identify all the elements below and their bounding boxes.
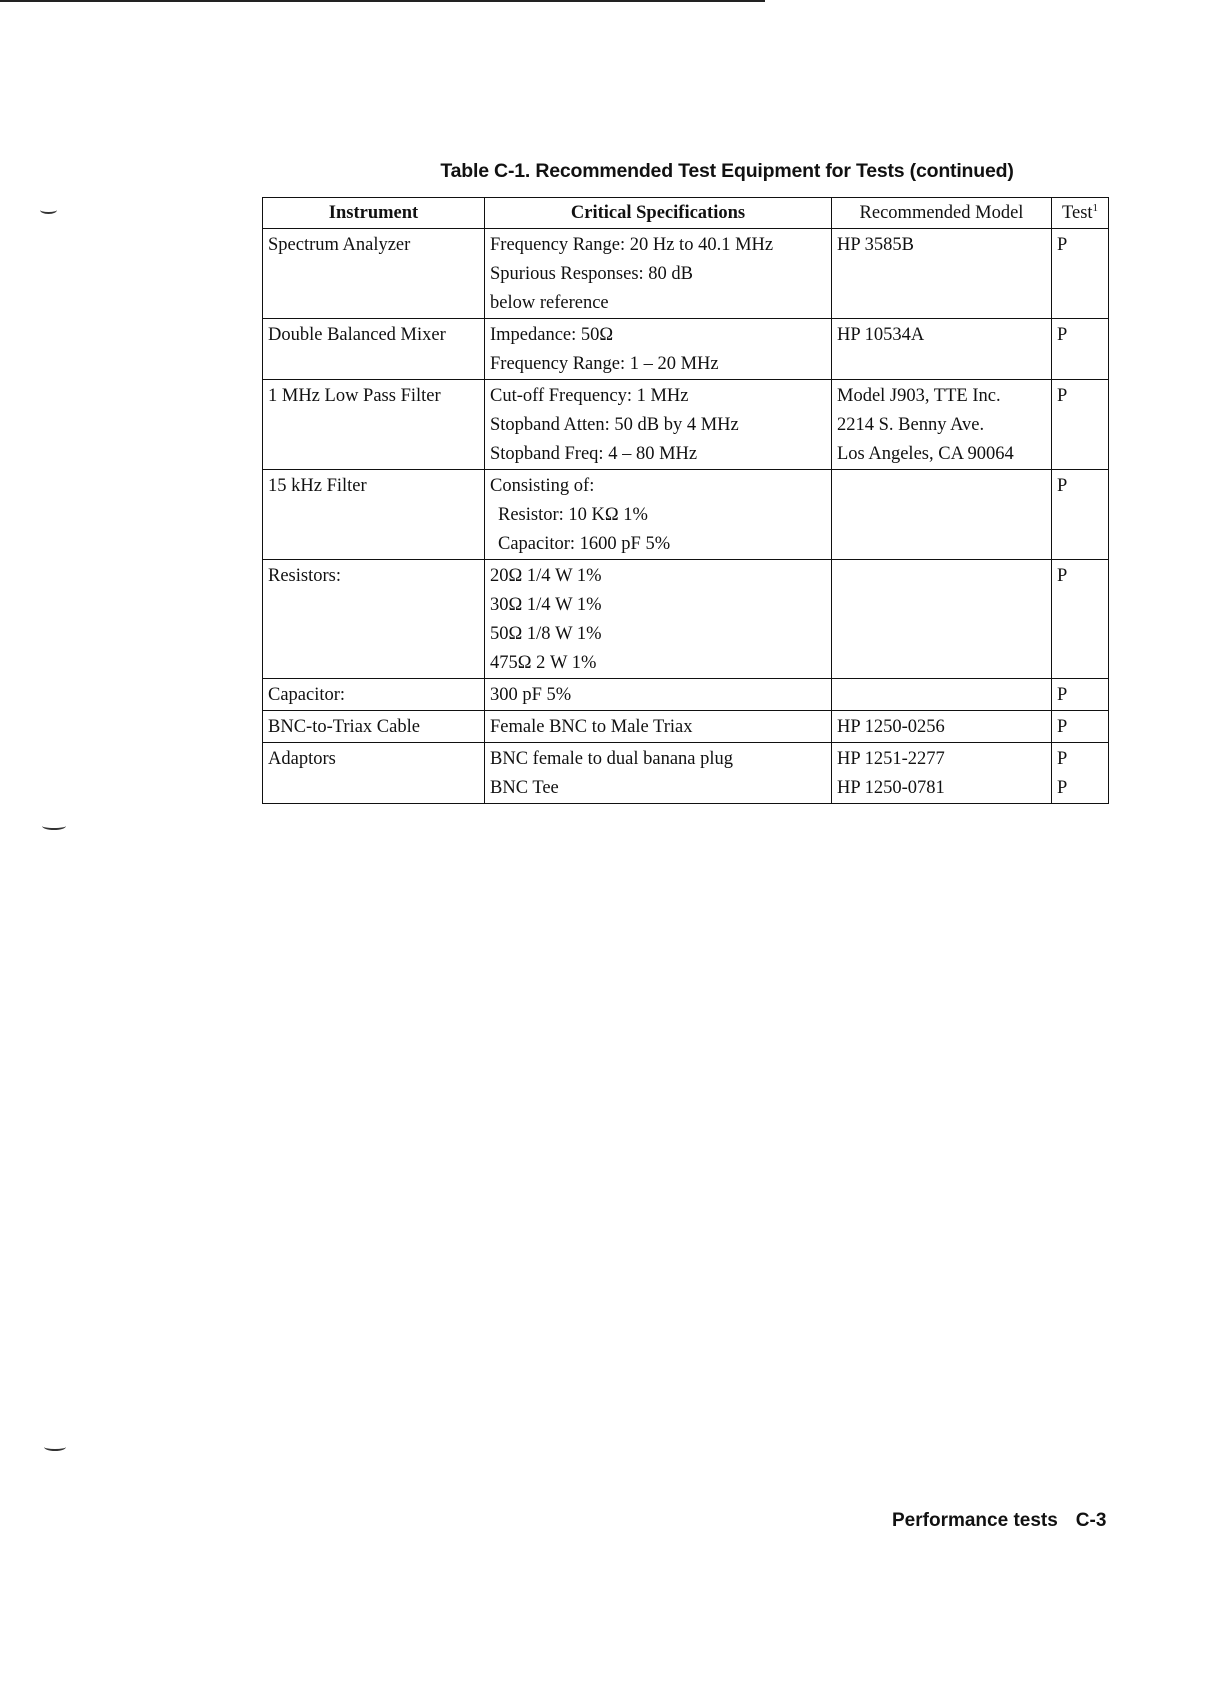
binding-mark-2 — [42, 822, 66, 830]
instrument-name: Spectrum Analyzer — [268, 235, 411, 255]
footer-section: Performance tests — [892, 1510, 1058, 1531]
model-line: HP 3585B — [837, 235, 914, 255]
test-cell — [1052, 229, 1109, 319]
model-line: HP 1250-0781 — [837, 778, 945, 798]
model-cell — [832, 229, 1052, 319]
instrument-name: 15 kHz Filter — [268, 476, 367, 496]
specification-line: Frequency Range: 20 Hz to 40.1 MHz — [490, 235, 774, 255]
table-title: Table C-1. Recommended Test Equipment for Tests (continued) — [440, 160, 1014, 182]
specification-line: 475Ω 2 W 1% — [490, 653, 597, 673]
model-cell — [832, 380, 1052, 470]
specification-line: Capacitor: 1600 pF 5% — [498, 534, 671, 554]
table-row — [263, 560, 1109, 679]
equipment-table — [262, 197, 1109, 804]
model-line: Los Angeles, CA 90064 — [837, 444, 1014, 464]
header-critical-specifications: Critical Specifications — [485, 198, 832, 229]
instrument-cell — [263, 711, 485, 743]
instrument-name: Resistors: — [268, 566, 341, 586]
specification-line: 30Ω 1/4 W 1% — [490, 595, 602, 615]
test-code: P — [1057, 325, 1068, 345]
specification-line: below reference — [490, 293, 609, 313]
model-cell — [832, 319, 1052, 380]
specifications-cell — [485, 560, 832, 679]
specifications-cell — [485, 319, 832, 380]
specification-line: Impedance: 50Ω — [490, 325, 614, 345]
specifications-cell — [485, 679, 832, 711]
specifications-cell — [485, 380, 832, 470]
specifications-cell — [485, 229, 832, 319]
model-cell — [832, 679, 1052, 711]
test-cell — [1052, 743, 1109, 804]
test-cell — [1052, 679, 1109, 711]
test-cell — [1052, 319, 1109, 380]
instrument-cell — [263, 380, 485, 470]
specification-line: Frequency Range: 1 – 20 MHz — [490, 354, 719, 374]
model-cell — [832, 560, 1052, 679]
header-instrument: Instrument — [263, 198, 485, 229]
test-code: P — [1057, 566, 1068, 586]
table-row — [263, 711, 1109, 743]
specification-line: 300 pF 5% — [490, 685, 572, 705]
test-code: P — [1057, 749, 1068, 769]
test-cell — [1052, 560, 1109, 679]
test-cell — [1052, 711, 1109, 743]
instrument-cell — [263, 229, 485, 319]
test-code: P — [1057, 386, 1068, 406]
specification-line: Stopband Atten: 50 dB by 4 MHz — [490, 415, 739, 435]
instrument-cell — [263, 743, 485, 804]
binding-mark-3 — [44, 1443, 66, 1451]
test-cell — [1052, 380, 1109, 470]
table-row — [263, 679, 1109, 711]
instrument-name: Adaptors — [268, 749, 336, 769]
test-code: P — [1057, 717, 1068, 737]
model-cell — [832, 470, 1052, 560]
specification-line: BNC female to dual banana plug — [490, 749, 734, 769]
specification-line: Spurious Responses: 80 dB — [490, 264, 694, 284]
table-row — [263, 229, 1109, 319]
model-cell — [832, 711, 1052, 743]
header-test — [1052, 198, 1109, 229]
specification-line: 20Ω 1/4 W 1% — [490, 566, 602, 586]
header-test-label: Test — [1061, 203, 1093, 223]
specification-line: Stopband Freq: 4 – 80 MHz — [490, 444, 698, 464]
test-code: P — [1057, 778, 1068, 798]
specifications-cell — [485, 470, 832, 560]
instrument-cell — [263, 560, 485, 679]
model-line: HP 1250-0256 — [837, 717, 945, 737]
header-test-footnote: 1 — [1092, 201, 1099, 214]
specifications-cell — [485, 711, 832, 743]
table-body — [263, 229, 1109, 804]
model-line: HP 1251-2277 — [837, 749, 945, 769]
binding-mark-1 — [40, 206, 57, 214]
instrument-name: BNC-to-Triax Cable — [268, 717, 420, 737]
specification-line: Resistor: 10 KΩ 1% — [498, 505, 648, 525]
instrument-cell — [263, 319, 485, 380]
instrument-name: Capacitor: — [268, 685, 346, 705]
specification-line: BNC Tee — [490, 778, 559, 798]
top-rule — [0, 0, 765, 2]
specification-line: Female BNC to Male Triax — [490, 717, 693, 737]
instrument-name: Double Balanced Mixer — [268, 325, 446, 345]
footer-page-number: C-3 — [1075, 1510, 1107, 1531]
model-line: Model J903, TTE Inc. — [837, 386, 1001, 406]
model-line: 2214 S. Benny Ave. — [837, 415, 985, 435]
table-row — [263, 380, 1109, 470]
model-line: HP 10534A — [837, 325, 925, 345]
test-cell — [1052, 470, 1109, 560]
header-recommended-model: Recommended Model — [832, 198, 1052, 229]
table-row — [263, 743, 1109, 804]
specifications-cell — [485, 743, 832, 804]
specification-line: Cut-off Frequency: 1 MHz — [490, 386, 689, 406]
test-code: P — [1057, 685, 1068, 705]
table-row — [263, 470, 1109, 560]
test-code: P — [1057, 476, 1068, 496]
header-row — [263, 198, 1109, 229]
test-code: P — [1057, 235, 1068, 255]
specification-line: 50Ω 1/8 W 1% — [490, 624, 602, 644]
instrument-cell — [263, 470, 485, 560]
table-row — [263, 319, 1109, 380]
instrument-cell — [263, 679, 485, 711]
specification-line: Consisting of: — [490, 476, 595, 496]
instrument-name: 1 MHz Low Pass Filter — [268, 386, 441, 406]
page-footer — [892, 1510, 1106, 1532]
model-cell — [832, 743, 1052, 804]
